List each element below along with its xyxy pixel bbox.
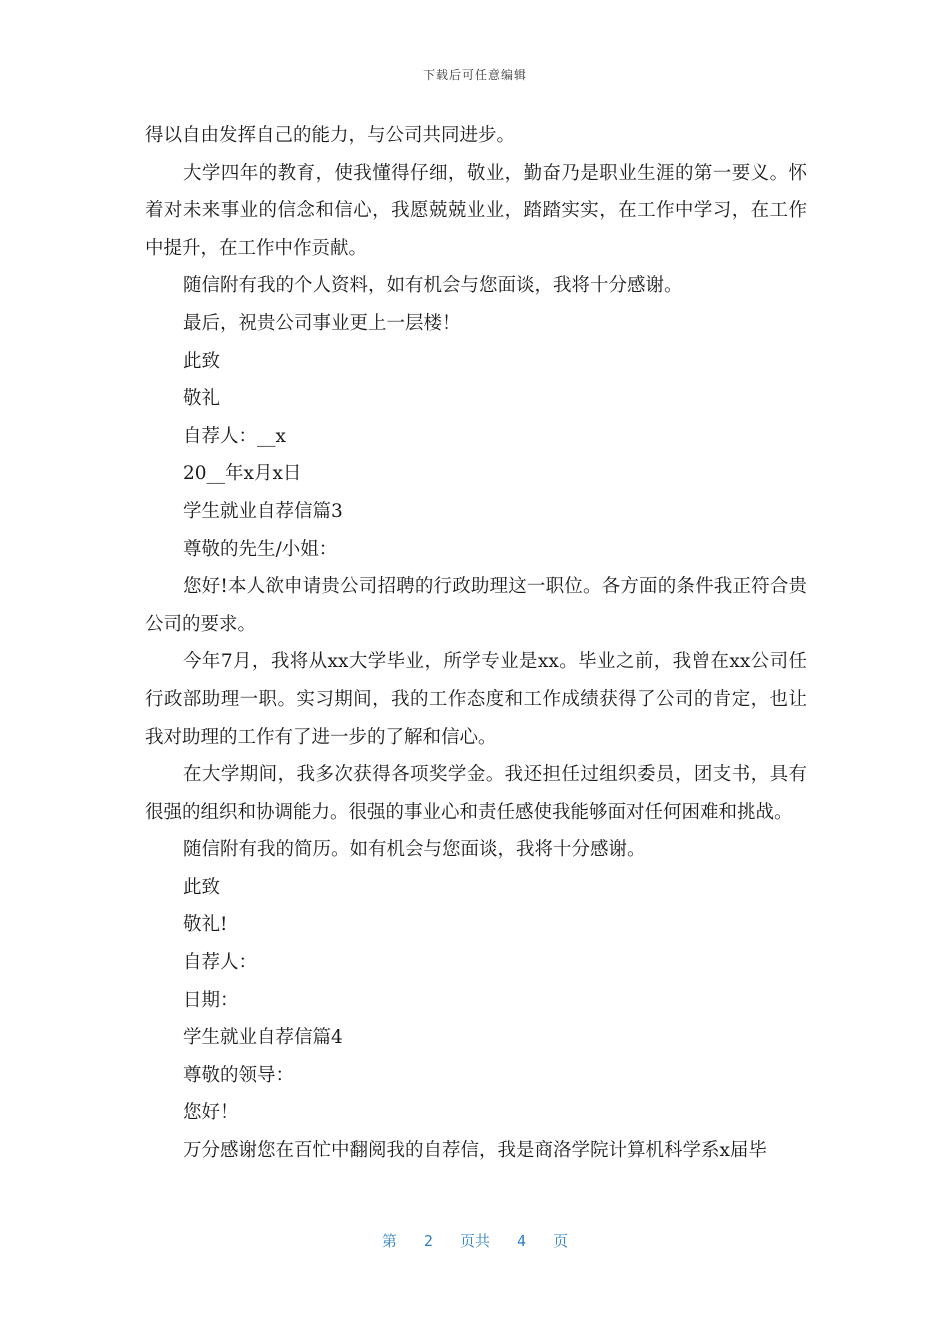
footer-current-page: 2 — [423, 1232, 433, 1250]
signature-line: 自荐人：__x — [183, 425, 286, 447]
paragraph: 得以自由发挥自己的能力，与公司共同进步。 — [145, 125, 516, 146]
signature-line: 自荐人： — [183, 952, 258, 974]
greeting: 您好！ — [183, 1102, 239, 1124]
paragraph: 您好!本人欲申请贵公司招聘的行政助理这一职位。各方面的条件我正符合贵公司的要求。 — [145, 576, 807, 635]
paragraph: 最后，祝贵公司事业更上一层楼！ — [183, 312, 461, 334]
greeting: 尊敬的先生/小姐： — [183, 538, 338, 560]
closing-salutation: 敬礼 — [183, 388, 221, 410]
section-title: 学生就业自荐信篇4 — [183, 1027, 343, 1049]
page-header: 下载后可任意编辑 — [422, 68, 527, 82]
closing-salutation: 敬礼! — [183, 914, 228, 936]
date-line: 20__年x月x日 — [183, 463, 302, 485]
footer-prefix: 第 — [381, 1232, 397, 1250]
date-line: 日期： — [183, 989, 239, 1011]
paragraph: 今年7月，我将从xx大学毕业，所学专业是xx。毕业之前，我曾在xx公司任行政部助理一职。实习期间，我的工作态度和工作成绩获得了公司的肯定，也让我对助理的工作有了进一步的了解和信心。 — [145, 651, 807, 748]
footer-middle: 页共 — [459, 1232, 490, 1250]
paragraph: 在大学期间，我多次获得各项奖学金。我还担任过组织委员，团支书，具有很强的组织和协调能力。很强的事业心和责任感使我能够面对任何困难和挑战。 — [145, 764, 807, 823]
paragraph: 万分感谢您在百忙中翻阅我的自荐信，我是商洛学院计算机科学系x届毕 — [183, 1140, 767, 1162]
closing-salutation: 此致 — [183, 876, 221, 898]
footer-suffix: 页 — [553, 1232, 569, 1250]
paragraph: 随信附有我的简历。如有机会与您面谈，我将十分感谢。 — [183, 839, 646, 861]
footer-total-pages: 4 — [517, 1232, 527, 1250]
greeting: 尊敬的领导： — [183, 1064, 295, 1086]
document-body — [145, 117, 807, 1170]
paragraph: 大学四年的教育，使我懂得仔细，敬业，勤奋乃是职业生涯的第一要义。怀着对未来事业的信念和信心，我愿兢兢业业，踏踏实实，在工作中学习，在工作中提升，在工作中作贡献。 — [145, 162, 807, 259]
section-title: 学生就业自荐信篇3 — [183, 500, 343, 522]
paragraph: 随信附有我的个人资料，如有机会与您面谈，我将十分感谢。 — [183, 275, 683, 297]
page-footer — [0, 1230, 950, 1251]
closing-salutation: 此致 — [183, 350, 221, 372]
